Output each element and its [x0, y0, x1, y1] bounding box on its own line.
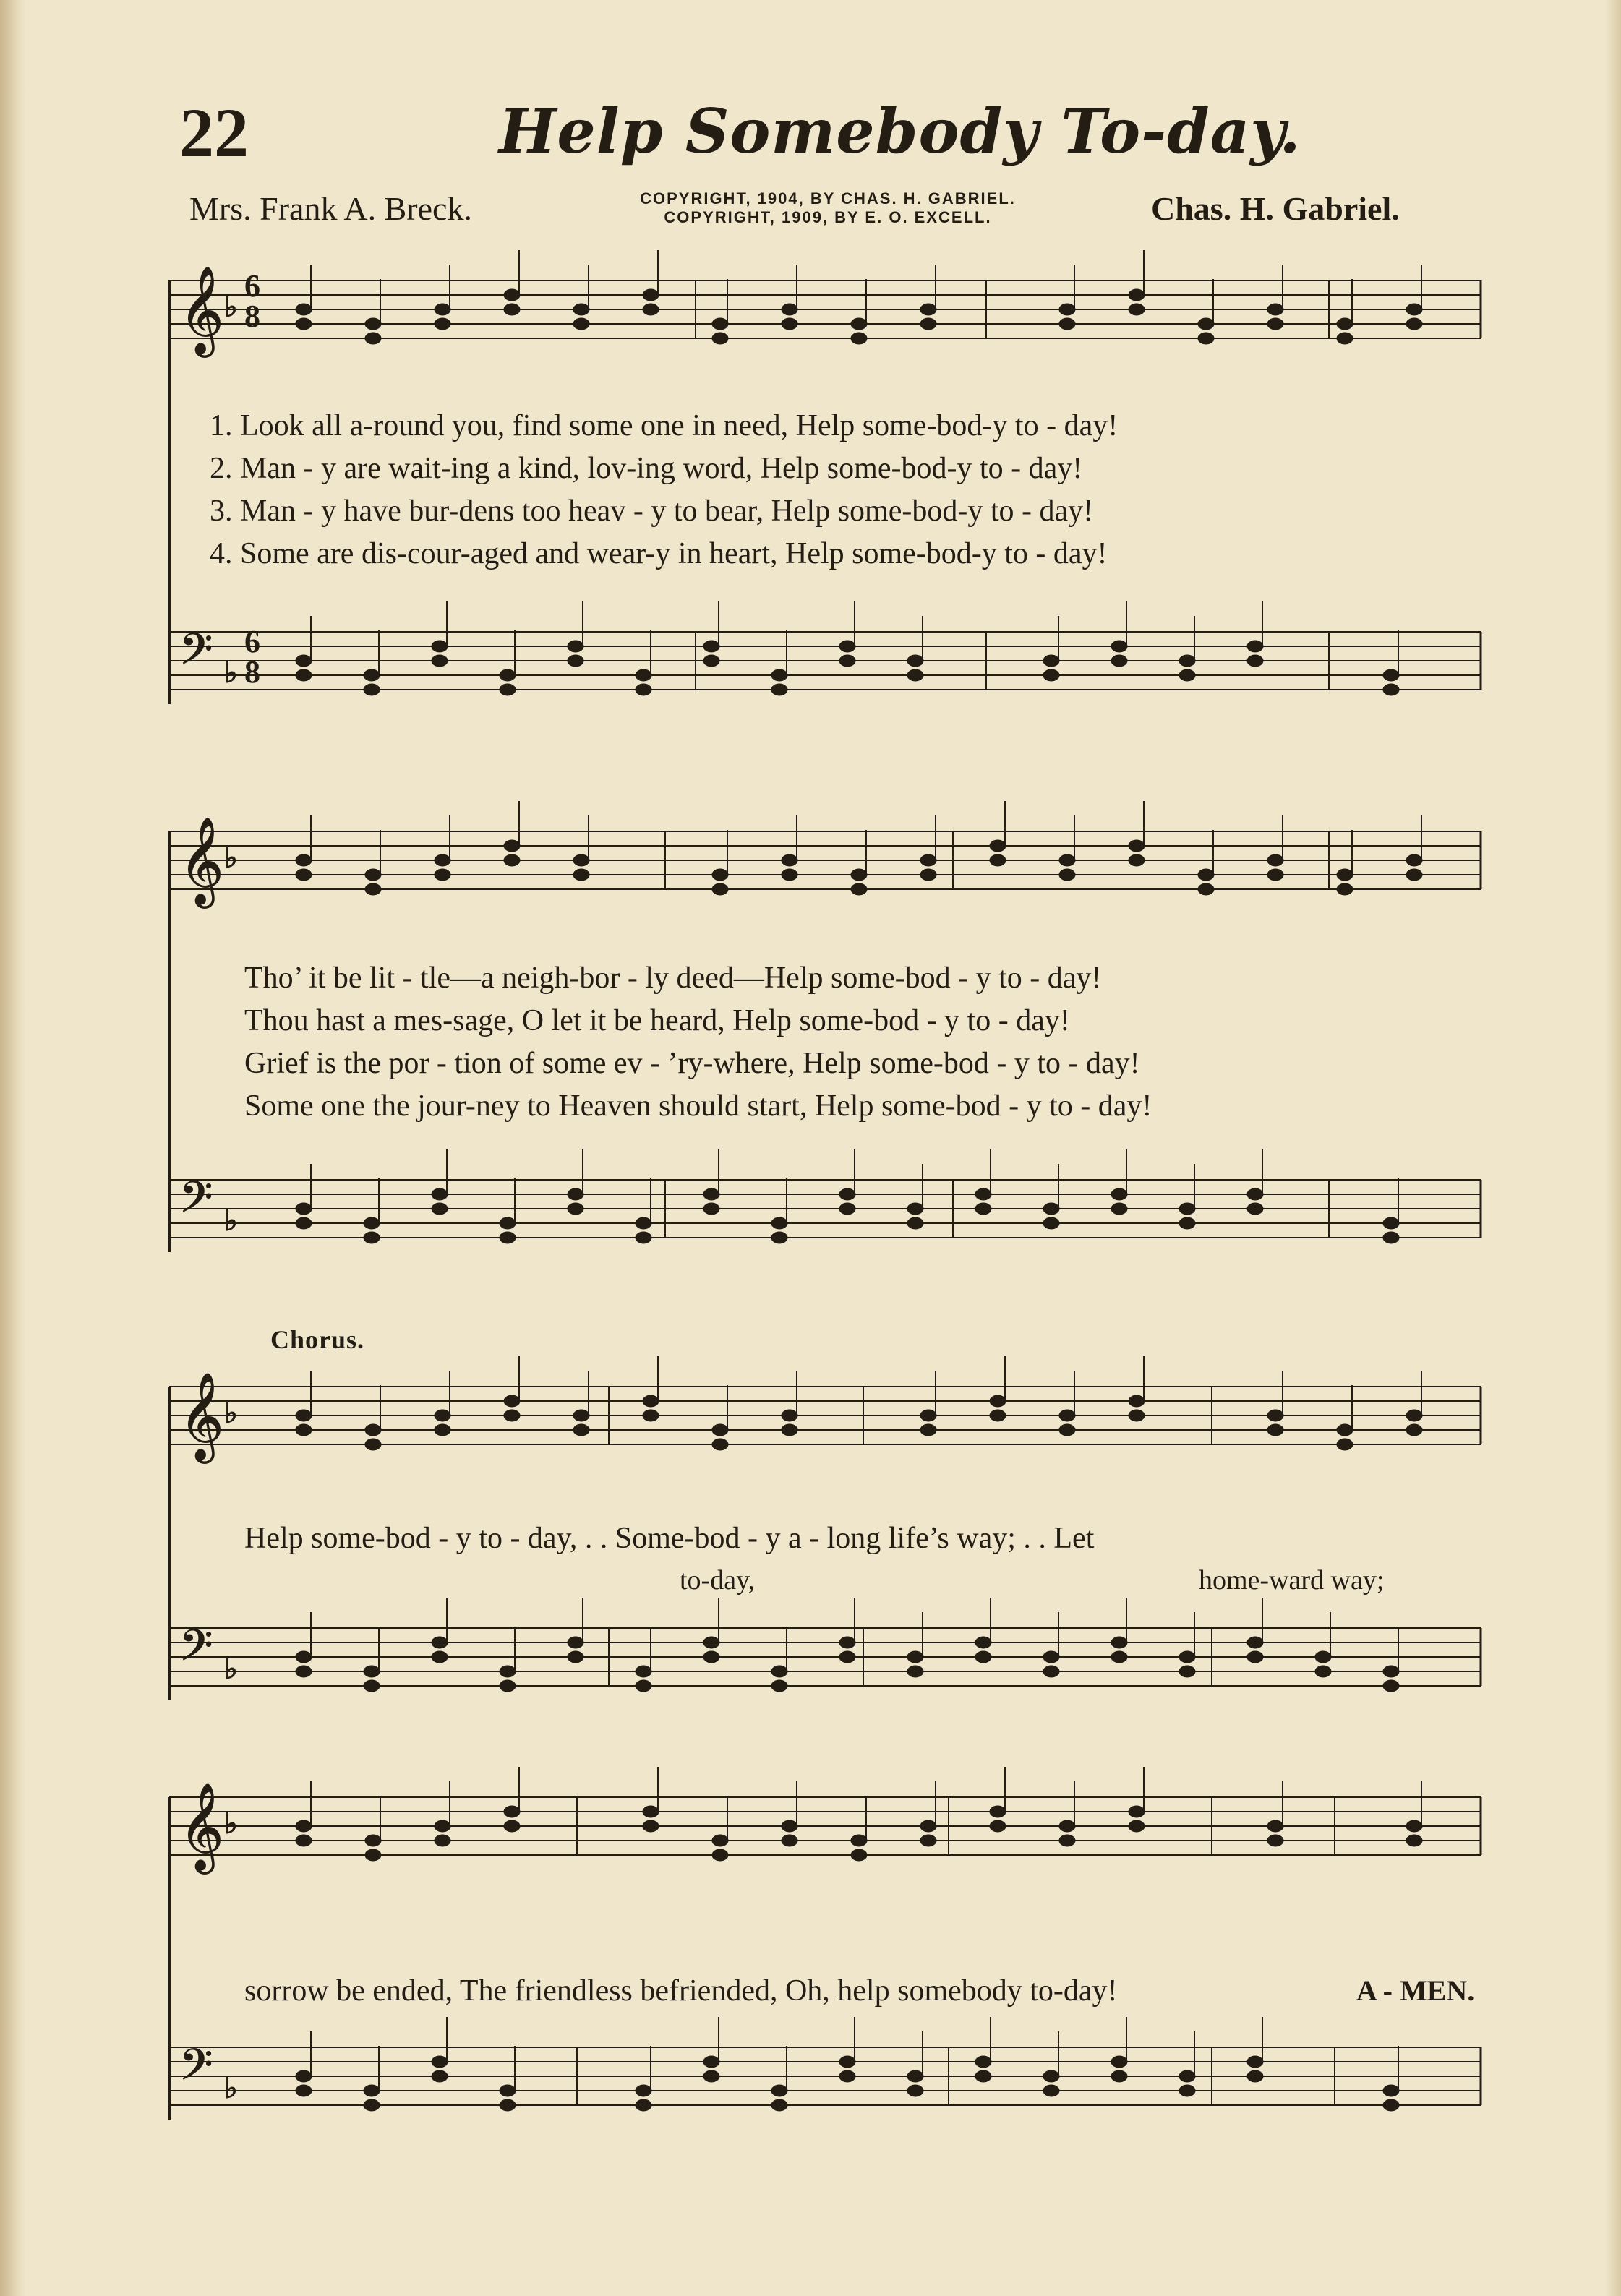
- note-head: [782, 1424, 797, 1436]
- note-head: [1383, 1680, 1399, 1692]
- flat-key-signature-icon: ♭: [224, 841, 238, 875]
- note-head: [771, 669, 787, 681]
- note-head: [636, 2085, 651, 2096]
- note-head: [1129, 1820, 1145, 1832]
- note-head: [990, 1395, 1006, 1407]
- chorus-label: Chorus.: [270, 1325, 365, 1354]
- note-head: [1198, 318, 1214, 330]
- note-head: [1059, 869, 1075, 881]
- flat-key-signature-icon: ♭: [224, 1397, 238, 1430]
- note-head: [1111, 1188, 1127, 1200]
- note-head: [975, 1651, 991, 1663]
- note-head: [771, 2099, 787, 2111]
- note-head: [920, 1835, 936, 1846]
- note-head: [907, 1203, 923, 1215]
- treble-clef-icon: 𝄞: [179, 1782, 224, 1870]
- note-head: [920, 869, 936, 881]
- bass-clef-icon: 𝄢: [179, 624, 213, 685]
- note-head: [636, 2099, 651, 2111]
- note-head: [500, 1680, 516, 1692]
- verse-lyrics-first-half: [210, 405, 1118, 575]
- note-head: [771, 1217, 787, 1229]
- note-head: [568, 641, 583, 652]
- note-head: [1406, 304, 1422, 315]
- note-head: [907, 2085, 923, 2096]
- note-head: [1247, 2056, 1263, 2068]
- note-head: [1129, 1395, 1145, 1407]
- note-head: [364, 1666, 380, 1677]
- note-head: [573, 854, 589, 866]
- note-head: [636, 1666, 651, 1677]
- note-head: [1198, 883, 1214, 895]
- note-head: [1267, 854, 1283, 866]
- note-head: [296, 1820, 312, 1832]
- note-head: [568, 1188, 583, 1200]
- note-head: [432, 1203, 448, 1215]
- note-head: [1129, 1410, 1145, 1421]
- note-head: [920, 1410, 936, 1421]
- note-head: [712, 869, 728, 881]
- flat-key-signature-icon: ♭: [224, 1653, 238, 1686]
- note-head: [1043, 1666, 1059, 1677]
- note-head: [712, 1835, 728, 1846]
- note-head: [1043, 1217, 1059, 1229]
- note-head: [504, 854, 520, 866]
- note-head: [975, 1188, 991, 1200]
- note-head: [782, 318, 797, 330]
- note-head: [643, 1395, 659, 1407]
- time-sig-top: 6: [244, 624, 260, 659]
- note-head: [364, 2085, 380, 2096]
- note-head: [365, 1439, 381, 1450]
- note-head: [990, 1806, 1006, 1817]
- note-head: [839, 1637, 855, 1648]
- note-head: [907, 1651, 923, 1663]
- note-head: [1129, 289, 1145, 301]
- verse-line: 2. Man - y are wait-ing a kind, lov-ing word, Help some-bod-y to - day!: [210, 452, 1083, 485]
- note-head: [907, 1666, 923, 1677]
- note-head: [712, 333, 728, 344]
- note-head: [435, 1820, 450, 1832]
- note-head: [504, 289, 520, 301]
- note-head: [1179, 1217, 1195, 1229]
- note-head: [432, 2056, 448, 2068]
- note-head: [1383, 684, 1399, 695]
- note-head: [990, 840, 1006, 852]
- note-head: [1179, 2070, 1195, 2082]
- bass-clef-icon: 𝄢: [179, 1620, 213, 1681]
- note-head: [703, 1651, 719, 1663]
- note-head: [296, 1651, 312, 1663]
- note-head: [1406, 1820, 1422, 1832]
- note-head: [364, 684, 380, 695]
- note-head: [636, 1232, 651, 1243]
- note-head: [1129, 840, 1145, 852]
- chorus-lyric-line-2: sorrow be ended, The friendless befriended, Oh, help somebody to-day!: [244, 1974, 1118, 2008]
- note-head: [1383, 1232, 1399, 1243]
- note-head: [432, 2070, 448, 2082]
- note-head: [500, 669, 516, 681]
- note-head: [1406, 1424, 1422, 1436]
- note-head: [636, 1217, 651, 1229]
- note-head: [1111, 2056, 1127, 2068]
- note-head: [1383, 2099, 1399, 2111]
- note-head: [1179, 1203, 1195, 1215]
- note-head: [364, 2099, 380, 2111]
- note-head: [573, 1424, 589, 1436]
- note-head: [703, 641, 719, 652]
- time-sig-top: 6: [244, 268, 260, 304]
- note-head: [1383, 2085, 1399, 2096]
- note-head: [1129, 304, 1145, 315]
- note-head: [500, 1666, 516, 1677]
- treble-clef-icon: 𝄞: [179, 1371, 224, 1460]
- note-head: [1247, 655, 1263, 667]
- note-head: [1315, 1666, 1331, 1677]
- treble-clef-icon: 𝄞: [179, 265, 224, 354]
- note-head: [1267, 869, 1283, 881]
- note-head: [643, 1806, 659, 1817]
- note-head: [435, 304, 450, 315]
- verse-line: Some one the jour-ney to Heaven should start, Help some-bod - y to - day!: [244, 1089, 1152, 1123]
- note-head: [365, 869, 381, 881]
- note-head: [839, 1188, 855, 1200]
- note-head: [1179, 669, 1195, 681]
- verse-line: Tho’ it be lit - tle—a neigh-bor - ly deed—Help some-bod - y to - day!: [244, 961, 1102, 995]
- note-head: [500, 1217, 516, 1229]
- verse-line: 3. Man - y have bur-dens too heav - y to bear, Help some-bod-y to - day!: [210, 494, 1094, 528]
- bass-clef-icon: 𝄢: [179, 2039, 213, 2100]
- note-head: [1059, 304, 1075, 315]
- note-head: [432, 1188, 448, 1200]
- note-head: [435, 318, 450, 330]
- note-head: [573, 318, 589, 330]
- note-head: [1267, 1410, 1283, 1421]
- note-head: [435, 1424, 450, 1436]
- note-head: [851, 1835, 867, 1846]
- note-head: [1111, 1203, 1127, 1215]
- note-head: [500, 2099, 516, 2111]
- note-head: [839, 655, 855, 667]
- verse-lyrics-second-half: [244, 957, 1152, 1128]
- note-head: [296, 1410, 312, 1421]
- note-head: [851, 869, 867, 881]
- note-head: [1247, 1637, 1263, 1648]
- note-head: [907, 669, 923, 681]
- note-head: [771, 1680, 787, 1692]
- note-head: [1059, 1835, 1075, 1846]
- note-head: [365, 883, 381, 895]
- note-head: [636, 684, 651, 695]
- note-head: [296, 869, 312, 881]
- chorus-alt-lyric-right: home-ward way;: [1199, 1565, 1385, 1595]
- note-head: [1247, 1188, 1263, 1200]
- note-head: [771, 2085, 787, 2096]
- note-head: [568, 655, 583, 667]
- note-head: [851, 883, 867, 895]
- hymn-number: 22: [179, 94, 249, 171]
- note-head: [1043, 2085, 1059, 2096]
- note-head: [432, 655, 448, 667]
- note-head: [712, 318, 728, 330]
- note-head: [643, 1820, 659, 1832]
- note-head: [296, 1835, 312, 1846]
- note-head: [712, 1424, 728, 1436]
- note-head: [504, 304, 520, 315]
- note-head: [1337, 883, 1353, 895]
- note-head: [1406, 869, 1422, 881]
- copyright-line-1: COPYRIGHT, 1904, BY CHAS. H. GABRIEL.: [640, 189, 1016, 207]
- note-head: [920, 1820, 936, 1832]
- note-head: [703, 1188, 719, 1200]
- note-head: [364, 1680, 380, 1692]
- note-head: [1247, 1203, 1263, 1215]
- hymn-title: Help Somebody To-day.: [499, 95, 1301, 167]
- note-head: [365, 333, 381, 344]
- note-head: [1111, 1651, 1127, 1663]
- note-head: [839, 1651, 855, 1663]
- note-head: [296, 318, 312, 330]
- flat-key-signature-icon: ♭: [224, 656, 238, 690]
- note-head: [703, 1637, 719, 1648]
- note-head: [1043, 655, 1059, 667]
- note-head: [907, 655, 923, 667]
- note-head: [771, 1232, 787, 1243]
- note-head: [1315, 1651, 1331, 1663]
- verse-line: 4. Some are dis-cour-aged and wear-y in heart, Help some-bod-y to - day!: [210, 537, 1108, 570]
- note-head: [1111, 641, 1127, 652]
- composer-credit: Chas. H. Gabriel.: [1151, 190, 1400, 227]
- note-head: [771, 1666, 787, 1677]
- note-head: [435, 869, 450, 881]
- note-head: [1059, 318, 1075, 330]
- note-head: [568, 1651, 583, 1663]
- note-head: [1129, 1806, 1145, 1817]
- lyricist-credit: Mrs. Frank A. Breck.: [189, 190, 472, 227]
- note-head: [504, 1820, 520, 1832]
- note-head: [907, 2070, 923, 2082]
- note-head: [364, 1232, 380, 1243]
- note-head: [1267, 1835, 1283, 1846]
- note-head: [365, 1849, 381, 1861]
- note-head: [771, 684, 787, 695]
- note-head: [712, 1439, 728, 1450]
- note-head: [568, 1637, 583, 1648]
- note-head: [504, 1395, 520, 1407]
- note-head: [782, 854, 797, 866]
- note-head: [990, 1820, 1006, 1832]
- note-head: [712, 1849, 728, 1861]
- note-head: [365, 318, 381, 330]
- note-head: [990, 854, 1006, 866]
- note-head: [1111, 655, 1127, 667]
- chorus-alt-lyric-left: to-day,: [680, 1565, 756, 1595]
- note-head: [573, 1410, 589, 1421]
- note-head: [1043, 1651, 1059, 1663]
- note-head: [712, 883, 728, 895]
- note-head: [1179, 2085, 1195, 2096]
- note-head: [500, 1232, 516, 1243]
- note-head: [703, 1203, 719, 1215]
- note-head: [851, 318, 867, 330]
- note-head: [1111, 2070, 1127, 2082]
- note-head: [1406, 854, 1422, 866]
- note-head: [1111, 1637, 1127, 1648]
- note-head: [839, 2056, 855, 2068]
- note-head: [296, 669, 312, 681]
- note-head: [1267, 1820, 1283, 1832]
- chorus-lyric-line-1: Help some-bod - y to - day, . . Some-bod - y a - long life’s way; . . Let: [244, 1522, 1095, 1555]
- note-head: [1247, 1651, 1263, 1663]
- note-head: [1383, 1666, 1399, 1677]
- note-head: [1337, 318, 1353, 330]
- note-head: [839, 2070, 855, 2082]
- note-head: [1129, 854, 1145, 866]
- treble-clef-icon: 𝄞: [179, 816, 224, 904]
- bass-clef-icon: 𝄢: [179, 1172, 213, 1233]
- note-head: [1043, 1203, 1059, 1215]
- note-head: [907, 1217, 923, 1229]
- note-head: [975, 1637, 991, 1648]
- note-head: [643, 1410, 659, 1421]
- note-head: [920, 304, 936, 315]
- note-head: [839, 641, 855, 652]
- flat-key-signature-icon: ♭: [224, 1807, 238, 1841]
- note-head: [432, 1651, 448, 1663]
- note-head: [504, 1806, 520, 1817]
- note-head: [851, 333, 867, 344]
- flat-key-signature-icon: ♭: [224, 1204, 238, 1238]
- note-head: [296, 655, 312, 667]
- time-sig-bottom: 8: [244, 299, 260, 334]
- note-head: [920, 1424, 936, 1436]
- note-head: [568, 1203, 583, 1215]
- note-head: [296, 2085, 312, 2096]
- note-head: [703, 2070, 719, 2082]
- note-head: [703, 655, 719, 667]
- note-head: [504, 840, 520, 852]
- note-head: [364, 1217, 380, 1229]
- note-head: [703, 2056, 719, 2068]
- note-head: [782, 304, 797, 315]
- note-head: [1043, 669, 1059, 681]
- note-head: [839, 1203, 855, 1215]
- note-head: [573, 304, 589, 315]
- copyright-line-2: COPYRIGHT, 1909, BY E. O. EXCELL.: [664, 208, 992, 226]
- note-head: [435, 854, 450, 866]
- verse-line: Thou hast a mes-sage, O let it be heard, Help some-bod - y to - day!: [244, 1004, 1070, 1037]
- note-head: [643, 304, 659, 315]
- verse-line: Grief is the por - tion of some ev - ’ry-where, Help some-bod - y to - day!: [244, 1047, 1140, 1080]
- note-head: [643, 289, 659, 301]
- note-head: [782, 869, 797, 881]
- note-head: [1406, 318, 1422, 330]
- note-head: [432, 1637, 448, 1648]
- note-head: [975, 2070, 991, 2082]
- note-head: [1383, 669, 1399, 681]
- time-signature-treble: [244, 268, 260, 334]
- note-head: [1267, 1424, 1283, 1436]
- note-head: [1337, 1439, 1353, 1450]
- flat-key-signature-icon: ♭: [224, 291, 238, 324]
- note-head: [1337, 1424, 1353, 1436]
- note-head: [500, 2085, 516, 2096]
- note-head: [975, 1203, 991, 1215]
- note-head: [296, 1203, 312, 1215]
- note-head: [1059, 854, 1075, 866]
- note-head: [1267, 304, 1283, 315]
- note-head: [782, 1835, 797, 1846]
- amen-lyric: A - MEN.: [1356, 1974, 1475, 2007]
- note-head: [1179, 1666, 1195, 1677]
- time-signature-bass: [244, 624, 260, 690]
- note-head: [1337, 869, 1353, 881]
- note-head: [1179, 1651, 1195, 1663]
- note-head: [296, 2070, 312, 2082]
- note-head: [435, 1835, 450, 1846]
- note-head: [1059, 1410, 1075, 1421]
- note-head: [296, 304, 312, 315]
- note-head: [920, 854, 936, 866]
- note-head: [851, 1849, 867, 1861]
- note-head: [975, 2056, 991, 2068]
- note-head: [782, 1410, 797, 1421]
- note-head: [1059, 1424, 1075, 1436]
- note-head: [365, 1835, 381, 1846]
- note-head: [1267, 318, 1283, 330]
- note-head: [1337, 333, 1353, 344]
- note-head: [990, 1410, 1006, 1421]
- note-head: [296, 854, 312, 866]
- note-head: [1247, 2070, 1263, 2082]
- note-head: [1247, 641, 1263, 652]
- verse-line: 1. Look all a-round you, find some one in need, Help some-bod-y to - day!: [210, 409, 1119, 442]
- note-head: [1043, 2070, 1059, 2082]
- note-head: [1059, 1820, 1075, 1832]
- note-head: [573, 869, 589, 881]
- note-head: [435, 1410, 450, 1421]
- note-head: [920, 318, 936, 330]
- note-head: [1198, 869, 1214, 881]
- note-head: [296, 1424, 312, 1436]
- note-head: [365, 1424, 381, 1436]
- note-head: [1179, 655, 1195, 667]
- note-head: [636, 669, 651, 681]
- flat-key-signature-icon: ♭: [224, 2072, 238, 2105]
- note-head: [296, 1666, 312, 1677]
- note-head: [1406, 1410, 1422, 1421]
- note-head: [432, 641, 448, 652]
- note-head: [636, 1680, 651, 1692]
- note-head: [782, 1820, 797, 1832]
- note-head: [1198, 333, 1214, 344]
- note-head: [504, 1410, 520, 1421]
- note-head: [1383, 1217, 1399, 1229]
- note-head: [296, 1217, 312, 1229]
- note-head: [364, 669, 380, 681]
- note-head: [500, 684, 516, 695]
- time-sig-bottom: 8: [244, 654, 260, 690]
- note-head: [1406, 1835, 1422, 1846]
